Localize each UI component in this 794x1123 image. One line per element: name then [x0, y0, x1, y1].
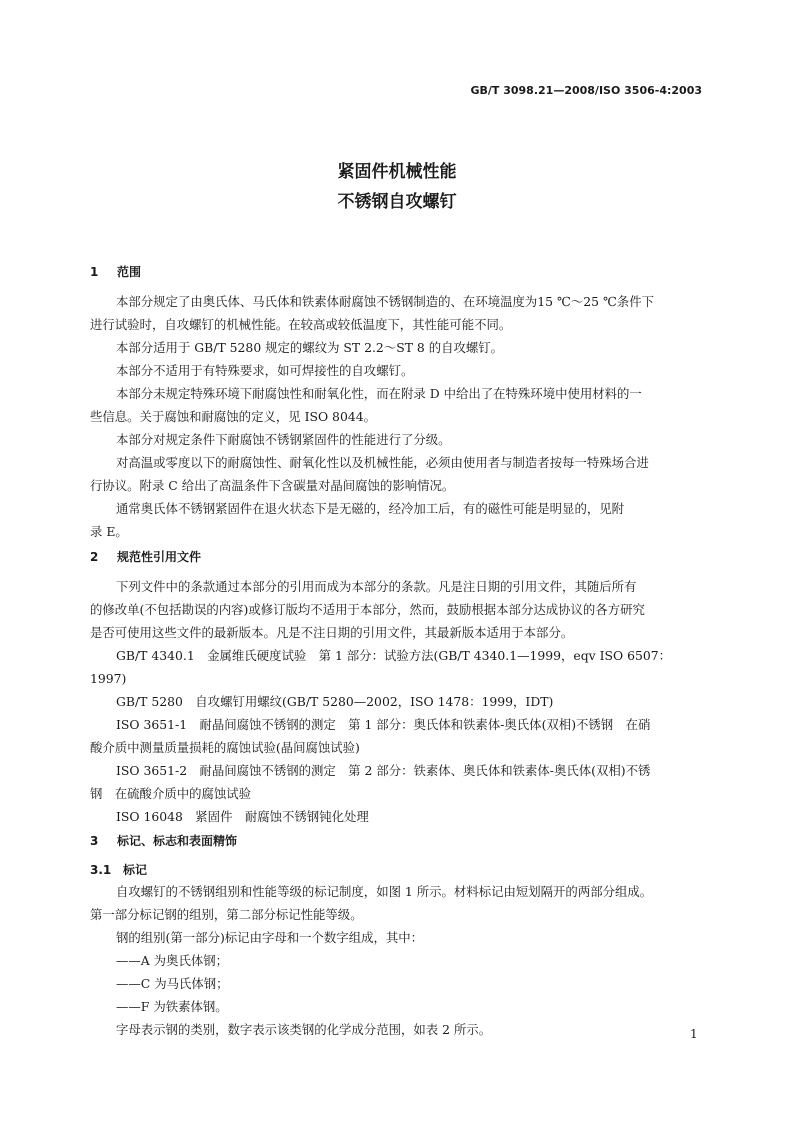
- paragraph-line: 本部分不适用于有特殊要求，如可焊接性的自攻螺钉。: [116, 363, 414, 378]
- paragraph-line: 本部分规定了由奥氏体、马氏体和铁素体耐腐蚀不锈钢制造的、在环境温度为15 ℃～25 ℃条件下: [116, 294, 654, 309]
- section-2-heading: [90, 548, 201, 565]
- reference-line: 钢 在硫酸介质中的腐蚀试验: [90, 786, 252, 801]
- reference-line: 1997): [90, 671, 127, 686]
- reference-line: ISO 16048 紧固件 耐腐蚀不锈钢钝化处理: [116, 809, 369, 824]
- section-number: 2: [90, 550, 99, 564]
- page-number: 1: [690, 1027, 698, 1041]
- paragraph-line: 行协议。附录 C 给出了高温条件下含碳量对晶间腐蚀的影响情况。: [90, 478, 455, 493]
- paragraph-line: 进行试验时，自攻螺钉的机械性能。在较高或较低温度下，其性能可能不同。: [90, 317, 512, 332]
- paragraph-line: 的修改单(不包括勘误的内容)或修订版均不适用于本部分，然而，鼓励根据本部分达成协议的各方研究: [90, 602, 645, 617]
- section-1-heading: [90, 263, 141, 280]
- reference-line: GB/T 5280 自攻螺钉用螺纹(GB/T 5280—2002，ISO 1478：1999，IDT): [116, 694, 554, 709]
- paragraph-line: 对高温或零度以下的耐腐蚀性、耐氧化性以及机械性能，必须由使用者与制造者按每一特殊场合进: [116, 455, 649, 470]
- document-title-line2: 不锈钢自攻螺钉: [337, 192, 457, 212]
- reference-line: ISO 3651-2 耐晶间腐蚀不锈钢的测定 第 2 部分：铁素体、奥氏体和铁素体-奥氏体(双相)不锈: [116, 763, 651, 778]
- paragraph-line: 是否可使用这些文件的最新版本。凡是不注日期的引用文件，其最新版本适用于本部分。: [90, 625, 574, 640]
- section-title: 标记、标志和表面精饰: [117, 834, 238, 848]
- section-number: 1: [90, 265, 99, 279]
- list-item: ——C 为马氏体钢；: [116, 976, 229, 991]
- paragraph-line: 自攻螺钉的不锈钢组别和性能等级的标记制度，如图 1 所示。材料标记由短划隔开的两部分组成。: [116, 884, 653, 899]
- section-number: 3.1: [90, 863, 112, 877]
- paragraph-line: 通常奥氏体不锈钢紧固件在退火状态下是无磁的，经冷加工后，有的磁性可能是明显的，见附: [116, 501, 625, 516]
- paragraph-line: 些信息。关于腐蚀和耐腐蚀的定义，见 ISO 8044。: [90, 409, 376, 424]
- paragraph-line: 本部分适用于 GB/T 5280 规定的螺纹为 ST 2.2～ST 8 的自攻螺钉。: [116, 340, 504, 355]
- reference-line: ISO 3651-1 耐晶间腐蚀不锈钢的测定 第 1 部分：奥氏体和铁素体-奥氏体(双相)不锈钢 在硝: [116, 717, 651, 732]
- paragraph-line: 第一部分标记钢的组别，第二部分标记性能等级。: [90, 907, 363, 922]
- paragraph-line: 下列文件中的条款通过本部分的引用而成为本部分的条款。凡是注日期的引用文件，其随后所有: [116, 579, 637, 594]
- paragraph-line: 录 E。: [90, 524, 128, 539]
- reference-line: GB/T 4340.1 金属维氏硬度试验 第 1 部分：试验方法(GB/T 4340.1—1999，eqv ISO 6507：: [116, 648, 672, 663]
- section-title: 标记: [123, 863, 148, 877]
- section-3-1-heading: [90, 861, 147, 878]
- section-number: 3: [90, 834, 99, 848]
- document-title-line1: 紧固件机械性能: [337, 162, 457, 182]
- paragraph-line: 本部分对规定条件下耐腐蚀不锈钢紧固件的性能进行了分级。: [116, 432, 451, 447]
- standard-number: GB/T 3098.21—2008/ISO 3506-4:2003: [470, 84, 702, 97]
- section-title: 规范性引用文件: [117, 550, 202, 564]
- reference-line: 酸介质中测量质量损耗的腐蚀试验(晶间腐蚀试验): [90, 740, 360, 755]
- section-title: 范围: [117, 265, 142, 279]
- paragraph-line: 本部分未规定特殊环境下耐腐蚀性和耐氧化性，而在附录 D 中给出了在特殊环境中使用材料的一: [116, 386, 642, 401]
- paragraph-line: 钢的组别(第一部分)标记由字母和一个数字组成，其中：: [116, 930, 424, 945]
- paragraph-line: 字母表示钢的类别，数字表示该类钢的化学成分范围，如表 2 所示。: [116, 1022, 492, 1037]
- list-item: ——A 为奥氏体钢；: [116, 953, 229, 968]
- section-3-heading: [90, 832, 237, 849]
- list-item: ——F 为铁素体钢。: [116, 999, 228, 1014]
